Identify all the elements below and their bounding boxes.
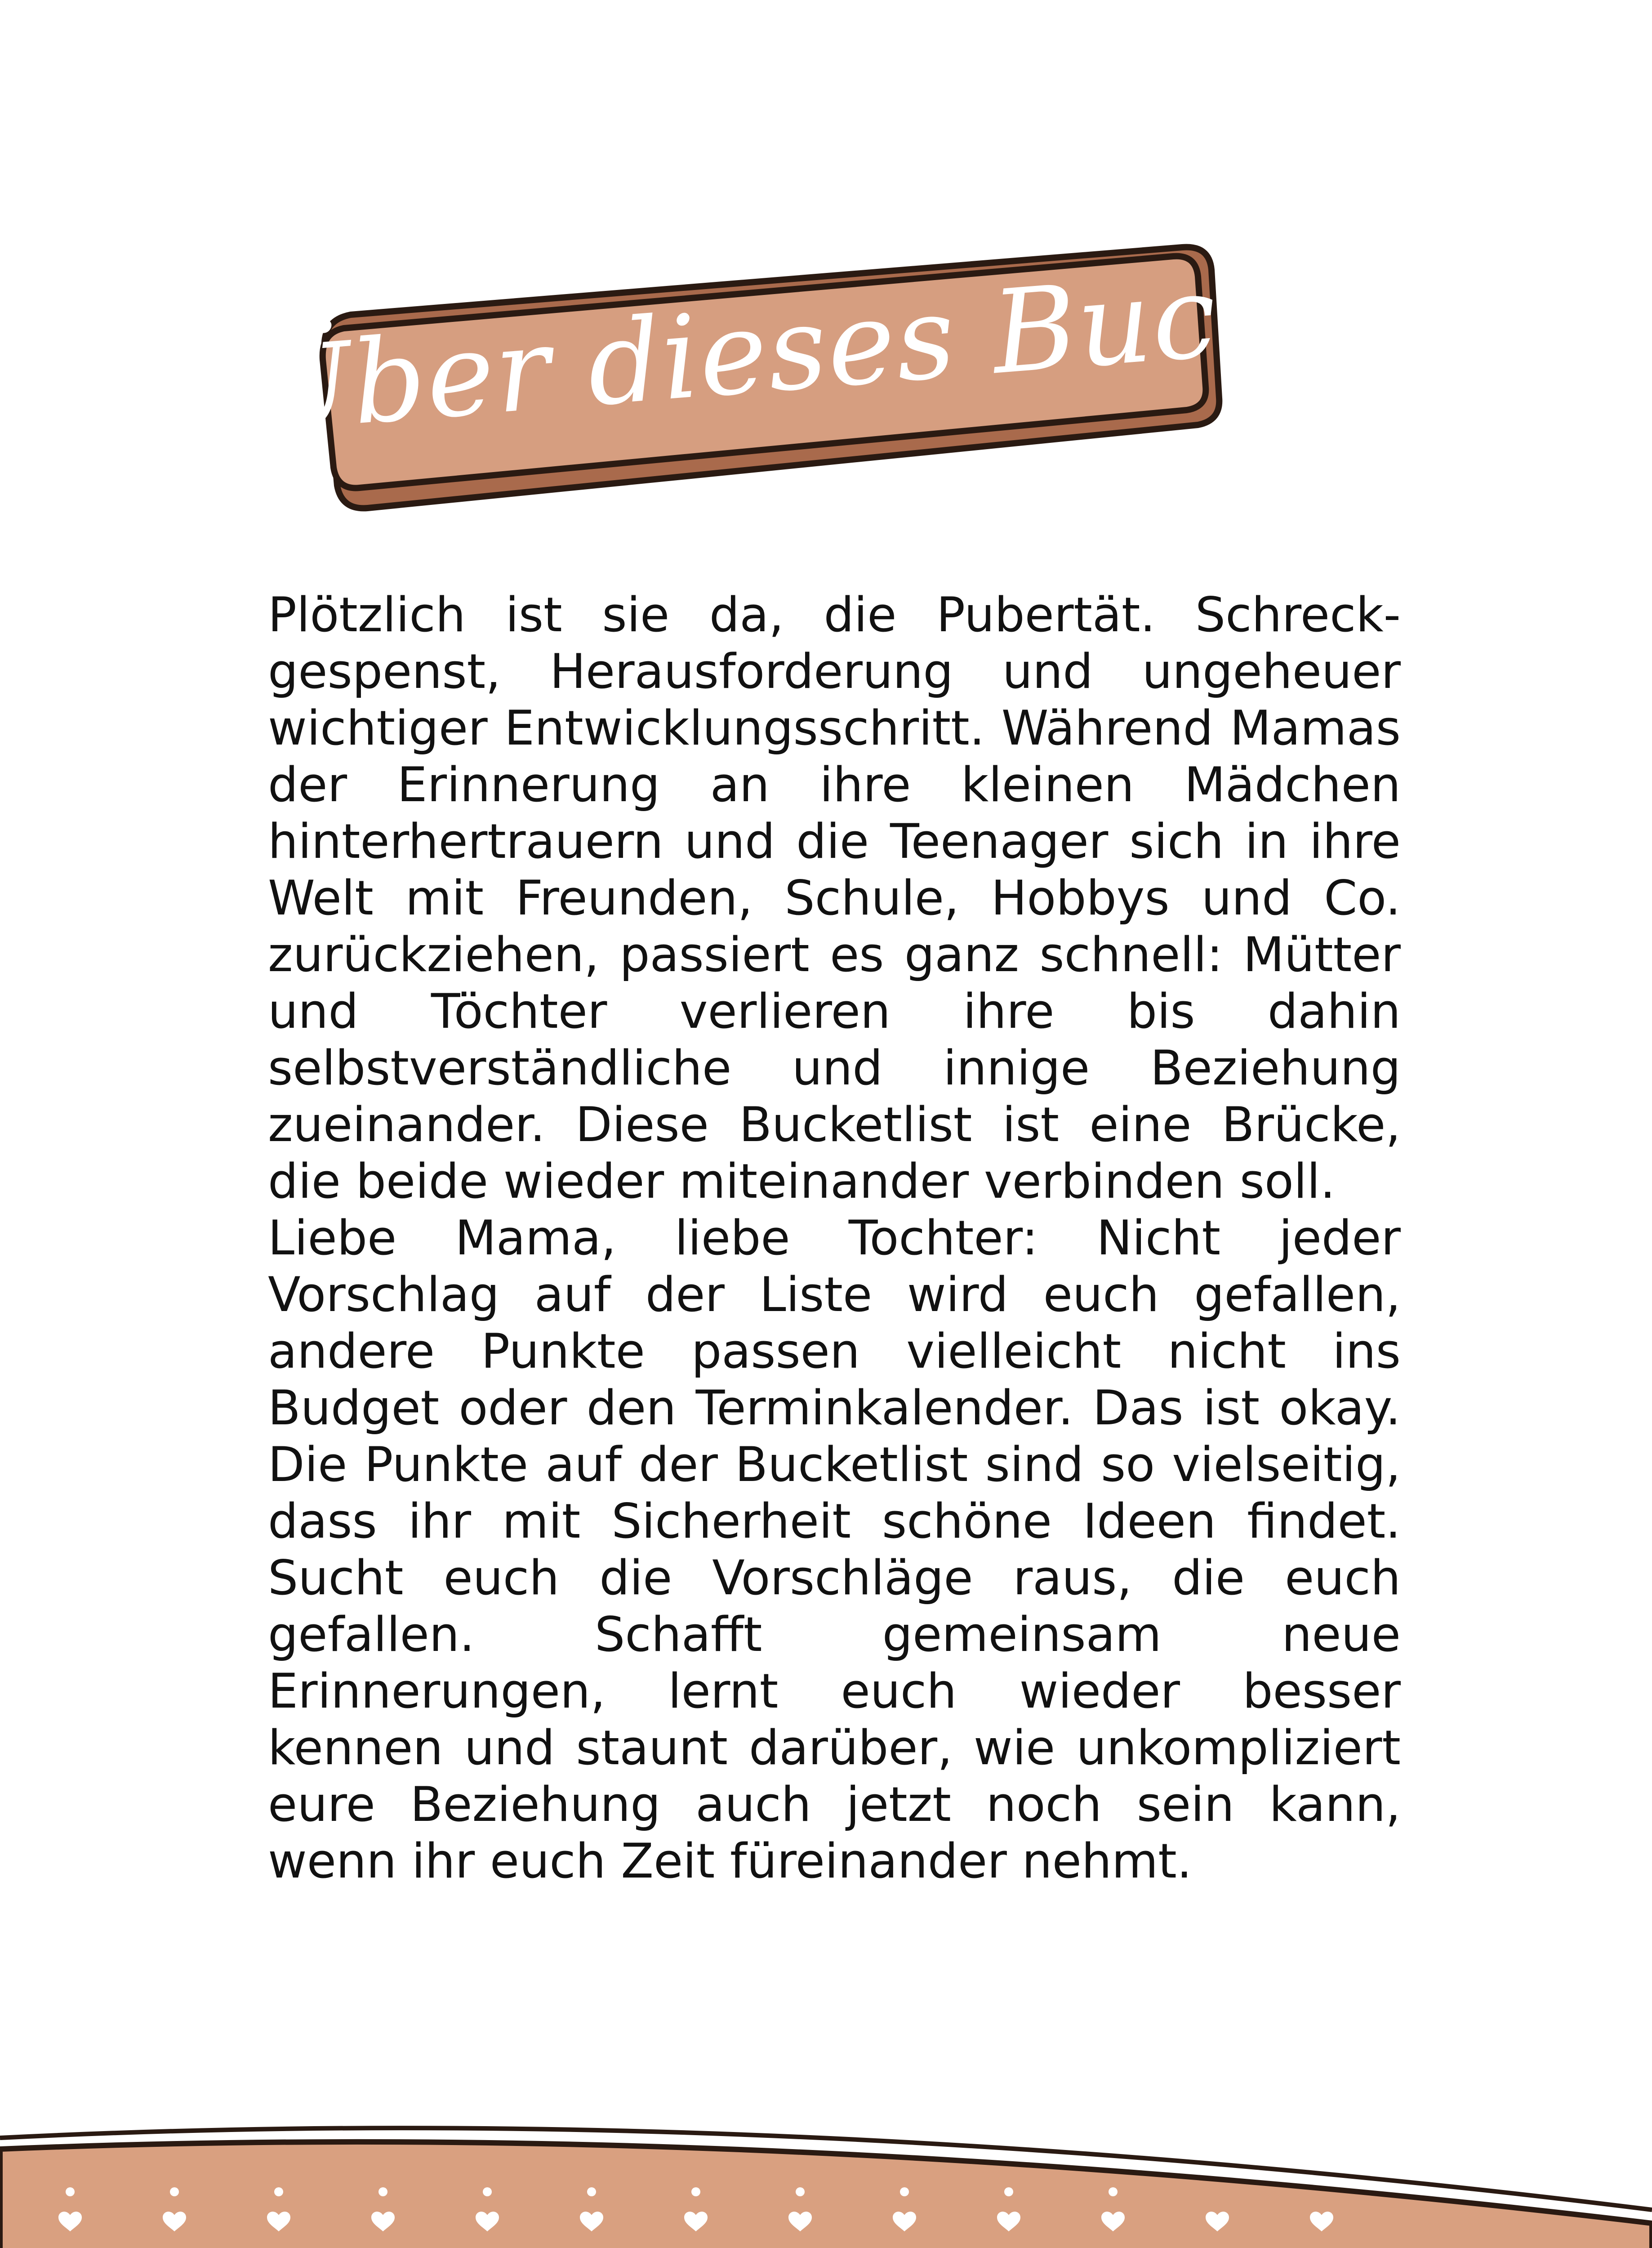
dot-decoration [1109, 2187, 1118, 2196]
dot-decoration [796, 2187, 805, 2196]
dot-decoration [483, 2187, 492, 2196]
dot-decoration [587, 2187, 596, 2196]
footer-heart-pattern [0, 2113, 1652, 2248]
page-title: Über dieses Buch [249, 243, 1297, 458]
dot-decoration [691, 2187, 700, 2196]
dot-decoration [66, 2187, 75, 2196]
dot-decoration [900, 2187, 909, 2196]
paragraph-advice: Liebe Mama, liebe Tochter: Nicht jeder Vorschlag auf der Liste wird euch gefallen, andere Punkte passen vielleicht nicht ins Budget oder den Terminkalender. Das ist okay. Die Punkte auf der Bucketlist sind so vielseitig, dass ihr mit Sicherheit schöne Ideen findet. Sucht euch die Vorschläge raus, die euch gefallen. Schafft gemeinsam neue Erinnerungen, lernt euch wieder besser kennen und staunt darüber, wie unkompliziert eure Beziehung auch jetzt noch sein kann, wenn ihr euch Zeit füreinander nehmt. [268, 1210, 1401, 1889]
dot-decoration [274, 2187, 283, 2196]
body-text [268, 587, 1401, 1890]
dot-decoration [378, 2187, 387, 2196]
footer-band [0, 2142, 1652, 2248]
dot-decoration [1004, 2187, 1013, 2196]
paragraph-intro: Plötzlich ist sie da, die Pubertät. Schreckgespenst, Herausforderung und ungeheuer wichtiger Entwicklungsschritt. Während Mamas der Erinnerung an ihre kleinen Mädchen hinterhertrauern und die Teenager sich in ihre Welt mit Freunden, Schule, Hobbys und Co. zurückziehen, passiert es ganz schnell: Mütter und Töchter verlieren ihre bis dahin selbstverständliche und innige Beziehung zueinander. Diese Bucketlist ist eine Brücke, die beide wieder miteinander verbinden soll. [268, 587, 1401, 1209]
dot-decoration [170, 2187, 179, 2196]
